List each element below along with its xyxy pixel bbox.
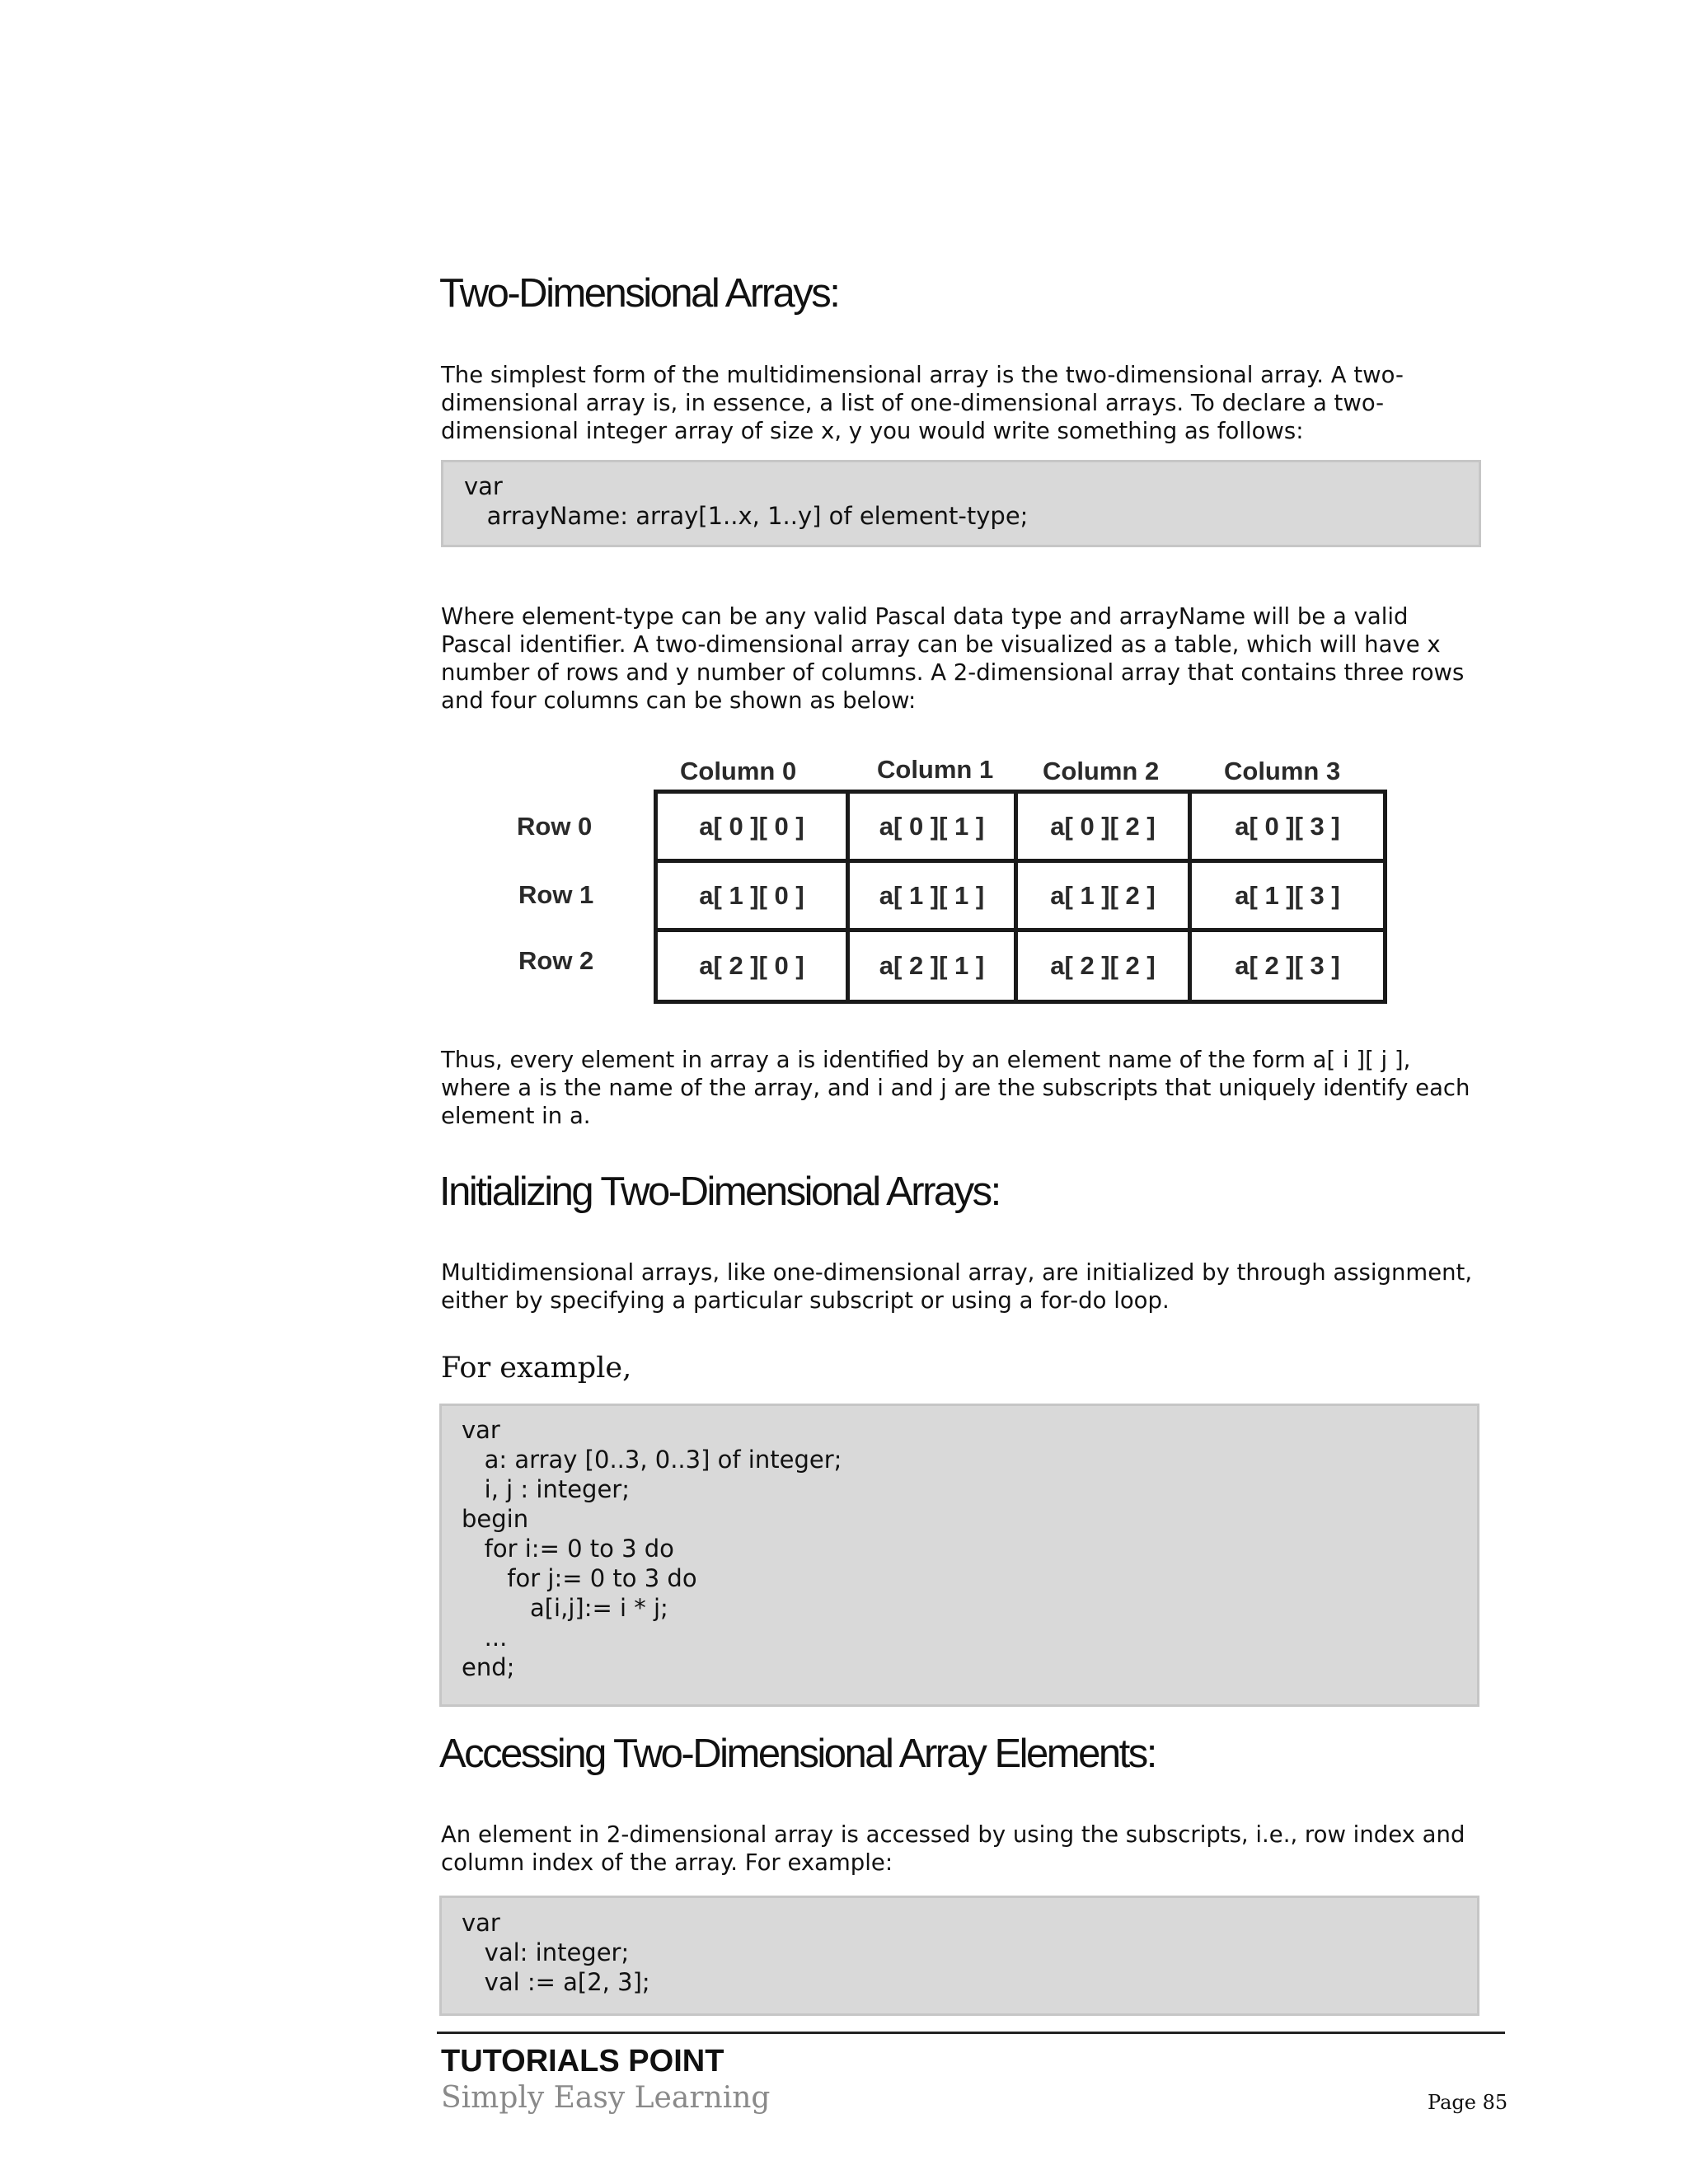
after-line: Thus, every element in array a is identified by an element name of the form a[ i ][ j ], — [441, 1047, 1411, 1073]
row-header-1: Row 1 — [518, 880, 594, 909]
array-diagram — [0, 0, 1688, 1022]
column-header-3: Column 3 — [1224, 757, 1341, 785]
column-header-1: Column 1 — [877, 755, 994, 784]
heading-two-dimensional-arrays: Two-Dimensional Arrays: — [439, 271, 839, 316]
array-cell: a[ 0 ][ 1 ] — [879, 811, 985, 841]
row-header-2: Row 2 — [518, 946, 594, 975]
code-block-initialization — [439, 1404, 1479, 1707]
footer-brand: TUTORIALS POINT — [441, 2044, 724, 2079]
code-line: a[i,j]:= i * j; — [462, 1594, 668, 1622]
column-header-0: Column 0 — [680, 757, 797, 785]
code-line: val := a[2, 3]; — [462, 1968, 650, 1996]
footer-tagline: Simply Easy Learning — [441, 2081, 771, 2115]
code-line: var — [462, 1416, 500, 1444]
code-line: i, j : integer; — [462, 1475, 631, 1503]
code-line: for j:= 0 to 3 do — [462, 1564, 697, 1592]
intro-line: dimensional integer array of size x, y you would write something as follows: — [441, 418, 1304, 444]
footer-rule — [437, 2032, 1505, 2034]
code-line: var — [462, 1909, 500, 1937]
heading-initializing-arrays: Initializing Two-Dimensional Arrays: — [439, 1169, 1000, 1214]
init-line: either by specifying a particular subscript or using a for-do loop. — [441, 1287, 1170, 1314]
array-cell: a[ 0 ][ 0 ] — [699, 811, 804, 841]
row-header-0: Row 0 — [517, 812, 593, 841]
access-paragraph — [441, 1821, 1512, 1877]
page-number: Page 85 — [1428, 2091, 1508, 2114]
array-cell: a[ 2 ][ 2 ] — [1050, 951, 1156, 980]
intro-line: The simplest form of the multidimensional array is the two-dimensional array. A two- — [441, 362, 1404, 388]
desc-line: number of rows and y number of columns. A 2-dimensional array that contains three rows — [441, 659, 1465, 686]
array-cell: a[ 2 ][ 0 ] — [699, 951, 804, 980]
column-header-2: Column 2 — [1043, 757, 1160, 785]
after-line: element in a. — [441, 1103, 591, 1129]
code-block-access — [439, 1896, 1479, 2016]
array-cell: a[ 0 ][ 3 ] — [1235, 811, 1340, 841]
desc-line: and four columns can be shown as below: — [441, 687, 917, 714]
code-line: for i:= 0 to 3 do — [462, 1535, 674, 1563]
array-cell: a[ 1 ][ 2 ] — [1050, 880, 1156, 910]
intro-line: dimensional array is, in essence, a list of one-dimensional arrays. To declare a two- — [441, 390, 1385, 416]
code-line: ... — [462, 1624, 508, 1652]
code-line: end; — [462, 1653, 515, 1681]
code-line: begin — [462, 1505, 529, 1533]
array-cell: a[ 1 ][ 3 ] — [1235, 880, 1340, 910]
access-line: column index of the array. For example: — [441, 1849, 893, 1876]
array-cell: a[ 0 ][ 2 ] — [1050, 811, 1156, 841]
access-line: An element in 2-dimensional array is accessed by using the subscripts, i.e., row index and — [441, 1821, 1465, 1848]
heading-accessing-elements: Accessing Two-Dimensional Array Elements: — [439, 1732, 1156, 1776]
array-cell: a[ 1 ][ 0 ] — [699, 880, 804, 910]
init-line: Multidimensional arrays, like one-dimensional array, are initialized by through assignment, — [441, 1259, 1473, 1286]
code-line: val: integer; — [462, 1938, 630, 1966]
after-line: where a is the name of the array, and i and j are the subscripts that uniquely identify each — [441, 1075, 1470, 1101]
after-diagram-paragraph — [441, 1046, 1512, 1130]
array-cell: a[ 2 ][ 1 ] — [879, 951, 985, 980]
array-cell: a[ 1 ][ 1 ] — [879, 880, 985, 910]
code-line: var — [464, 472, 503, 500]
desc-line: Where element-type can be any valid Pascal data type and arrayName will be a valid — [441, 603, 1409, 630]
for-example-label: For example, — [441, 1352, 632, 1385]
array-cell: a[ 2 ][ 3 ] — [1235, 951, 1340, 980]
code-line: a: array [0..3, 0..3] of integer; — [462, 1446, 842, 1474]
init-paragraph — [441, 1258, 1512, 1315]
code-line: arrayName: array[1..x, 1..y] of element-type; — [464, 502, 1029, 530]
desc-line: Pascal identifier. A two-dimensional array can be visualized as a table, which will have x — [441, 631, 1441, 658]
